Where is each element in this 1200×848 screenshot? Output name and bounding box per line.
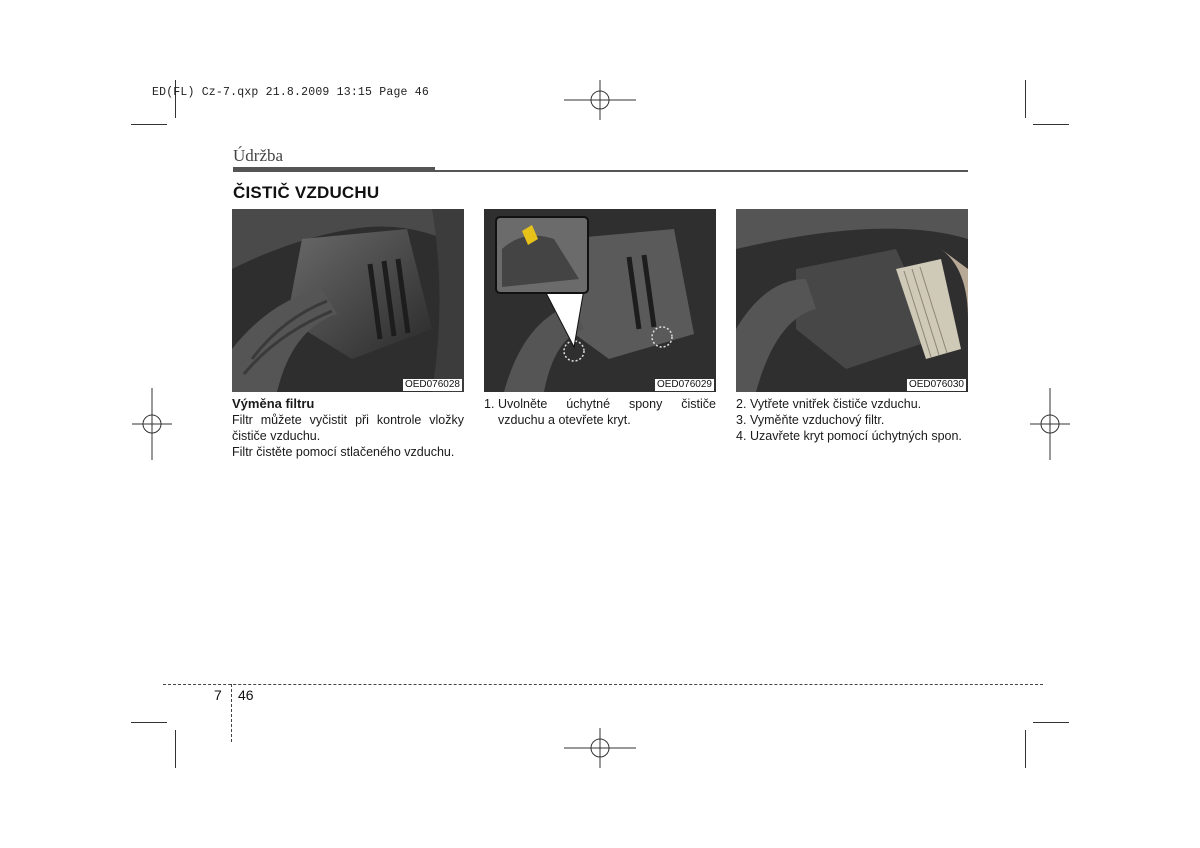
step-number: 2.	[736, 397, 747, 411]
step-text: Vyměňte vzduchový filtr.	[750, 413, 885, 427]
paragraph: Filtr můžete vyčistit při kontrole vložky čističe vzduchu.	[232, 413, 464, 443]
step-item	[736, 412, 976, 428]
photo-replace-filter	[736, 209, 968, 392]
column-1-text	[232, 396, 464, 460]
step-text: Vytřete vnitřek čističe vzduchu.	[750, 397, 922, 411]
crop-mark	[131, 124, 167, 125]
photo-code: OED076028	[404, 379, 460, 390]
registration-mark-bottom	[564, 728, 636, 768]
crop-mark	[1033, 124, 1069, 125]
photo-air-cleaner-closed	[232, 209, 464, 392]
crop-mark	[1025, 80, 1026, 118]
column-2-text	[484, 396, 716, 428]
photo-release-clips	[484, 209, 716, 392]
crop-mark	[131, 722, 167, 723]
page-title: ČISTIČ VZDUCHU	[233, 183, 380, 202]
step-item	[736, 428, 976, 444]
step-number: 4.	[736, 429, 747, 443]
photo-code: OED076030	[908, 379, 964, 390]
footer-divider	[231, 684, 232, 742]
section-title: Údržba	[233, 146, 284, 165]
step-item	[736, 396, 976, 412]
paragraph: Filtr čistěte pomocí stlačeného vzduchu.	[232, 445, 455, 459]
photo-code: OED076029	[656, 379, 712, 390]
crop-mark	[1033, 722, 1069, 723]
step-text: Uvolněte úchytné spony čističe vzduchu a otevřete kryt.	[498, 397, 716, 427]
step-item	[484, 396, 716, 428]
step-text: Uzavřete kryt pomocí úchytných spon.	[750, 429, 962, 443]
page-number: 46	[238, 687, 254, 703]
column-3-text	[736, 396, 976, 444]
footer-rule	[163, 684, 1043, 685]
subsection-title: Výměna filtru	[232, 396, 315, 411]
step-number: 3.	[736, 413, 747, 427]
crop-mark	[175, 730, 176, 768]
print-slug: ED(FL) Cz-7.qxp 21.8.2009 13:15 Page 46	[152, 86, 429, 99]
registration-mark-right	[1030, 388, 1070, 460]
registration-mark-top	[564, 80, 636, 120]
step-number: 1.	[484, 397, 495, 411]
section-rule-thin	[435, 170, 968, 172]
registration-mark-left	[132, 388, 172, 460]
chapter-number: 7	[214, 687, 222, 703]
crop-mark	[1025, 730, 1026, 768]
section-rule-thick	[233, 167, 435, 172]
